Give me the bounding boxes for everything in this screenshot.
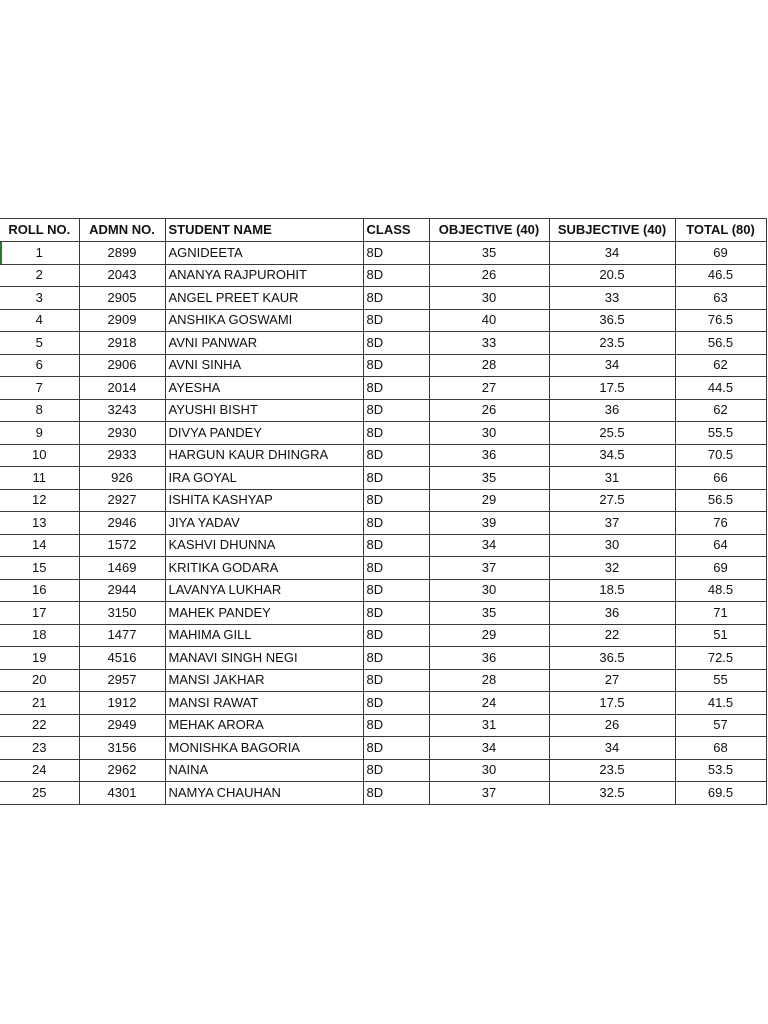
subjective-score-cell[interactable]: 34	[549, 354, 675, 377]
header-student-name: STUDENT NAME	[165, 219, 363, 242]
total-score-cell[interactable]: 44.5	[675, 377, 766, 400]
objective-score-cell[interactable]: 30	[429, 287, 549, 310]
class-cell[interactable]: 8D	[363, 399, 429, 422]
table-row	[0, 782, 766, 805]
roll-no-cell[interactable]: 24	[0, 759, 79, 782]
student-name-cell[interactable]: MANSI JAKHAR	[165, 669, 363, 692]
roll-no-cell[interactable]: 3	[0, 287, 79, 310]
total-score-cell[interactable]: 41.5	[675, 692, 766, 715]
roll-no-cell[interactable]: 10	[0, 444, 79, 467]
subjective-score-cell[interactable]: 32	[549, 557, 675, 580]
student-name-cell[interactable]: DIVYA PANDEY	[165, 422, 363, 445]
subjective-score-cell[interactable]: 36.5	[549, 309, 675, 332]
admn-no-cell[interactable]: 926	[79, 467, 165, 490]
table-row	[0, 714, 766, 737]
student-name-cell[interactable]: KASHVI DHUNNA	[165, 534, 363, 557]
objective-score-cell[interactable]: 35	[429, 242, 549, 265]
student-name-cell[interactable]: MAHEK PANDEY	[165, 602, 363, 625]
student-name-cell[interactable]: AVNI PANWAR	[165, 332, 363, 355]
objective-score-cell[interactable]: 26	[429, 399, 549, 422]
admn-no-cell[interactable]: 1912	[79, 692, 165, 715]
roll-no-cell[interactable]: 13	[0, 512, 79, 535]
student-name-cell[interactable]: LAVANYA LUKHAR	[165, 579, 363, 602]
table-row	[0, 242, 766, 265]
table-row	[0, 332, 766, 355]
header-admn-no: ADMN NO.	[79, 219, 165, 242]
class-cell[interactable]: 8D	[363, 557, 429, 580]
subjective-score-cell[interactable]: 30	[549, 534, 675, 557]
table-row	[0, 512, 766, 535]
class-cell[interactable]: 8D	[363, 354, 429, 377]
student-name-cell[interactable]: JIYA YADAV	[165, 512, 363, 535]
table-row	[0, 422, 766, 445]
table-row	[0, 647, 766, 670]
total-score-cell[interactable]: 69	[675, 242, 766, 265]
class-cell[interactable]: 8D	[363, 579, 429, 602]
roll-no-cell[interactable]: 6	[0, 354, 79, 377]
class-cell[interactable]: 8D	[363, 377, 429, 400]
subjective-score-cell[interactable]: 37	[549, 512, 675, 535]
total-score-cell[interactable]: 62	[675, 399, 766, 422]
total-score-cell[interactable]: 70.5	[675, 444, 766, 467]
admn-no-cell[interactable]: 2906	[79, 354, 165, 377]
subjective-score-cell[interactable]: 36	[549, 602, 675, 625]
total-score-cell[interactable]: 76	[675, 512, 766, 535]
student-name-cell[interactable]: ISHITA KASHYAP	[165, 489, 363, 512]
table-row	[0, 264, 766, 287]
objective-score-cell[interactable]: 29	[429, 624, 549, 647]
table-row	[0, 692, 766, 715]
total-score-cell[interactable]: 72.5	[675, 647, 766, 670]
class-cell[interactable]: 8D	[363, 444, 429, 467]
admn-no-cell[interactable]: 3150	[79, 602, 165, 625]
student-name-cell[interactable]: MANAVI SINGH NEGI	[165, 647, 363, 670]
admn-no-cell[interactable]: 2899	[79, 242, 165, 265]
objective-score-cell[interactable]: 33	[429, 332, 549, 355]
subjective-score-cell[interactable]: 25.5	[549, 422, 675, 445]
total-score-cell[interactable]: 68	[675, 737, 766, 760]
header-row	[0, 219, 766, 242]
objective-score-cell[interactable]: 31	[429, 714, 549, 737]
class-cell[interactable]: 8D	[363, 287, 429, 310]
class-cell[interactable]: 8D	[363, 467, 429, 490]
class-cell[interactable]: 8D	[363, 242, 429, 265]
total-score-cell[interactable]: 46.5	[675, 264, 766, 287]
objective-score-cell[interactable]: 36	[429, 647, 549, 670]
table-row	[0, 309, 766, 332]
roll-no-cell[interactable]: 19	[0, 647, 79, 670]
objective-score-cell[interactable]: 35	[429, 602, 549, 625]
student-name-cell[interactable]: AYUSHI BISHT	[165, 399, 363, 422]
student-name-cell[interactable]: KRITIKA GODARA	[165, 557, 363, 580]
total-score-cell[interactable]: 56.5	[675, 489, 766, 512]
table-row	[0, 287, 766, 310]
class-cell[interactable]: 8D	[363, 309, 429, 332]
table-row	[0, 669, 766, 692]
class-cell[interactable]: 8D	[363, 782, 429, 805]
total-score-cell[interactable]: 71	[675, 602, 766, 625]
class-cell[interactable]: 8D	[363, 422, 429, 445]
admn-no-cell[interactable]: 2930	[79, 422, 165, 445]
student-name-cell[interactable]: NAINA	[165, 759, 363, 782]
total-score-cell[interactable]: 53.5	[675, 759, 766, 782]
class-cell[interactable]: 8D	[363, 602, 429, 625]
admn-no-cell[interactable]: 2949	[79, 714, 165, 737]
roll-no-cell[interactable]: 21	[0, 692, 79, 715]
roll-no-cell[interactable]: 14	[0, 534, 79, 557]
subjective-score-cell[interactable]: 23.5	[549, 332, 675, 355]
table-row	[0, 467, 766, 490]
class-cell[interactable]: 8D	[363, 264, 429, 287]
subjective-score-cell[interactable]: 36.5	[549, 647, 675, 670]
roll-no-cell[interactable]: 8	[0, 399, 79, 422]
subjective-score-cell[interactable]: 22	[549, 624, 675, 647]
table-row	[0, 489, 766, 512]
objective-score-cell[interactable]: 28	[429, 669, 549, 692]
objective-score-cell[interactable]: 36	[429, 444, 549, 467]
student-name-cell[interactable]: AGNIDEETA	[165, 242, 363, 265]
subjective-score-cell[interactable]: 20.5	[549, 264, 675, 287]
admn-no-cell[interactable]: 3243	[79, 399, 165, 422]
table-row	[0, 534, 766, 557]
student-name-cell[interactable]: ANGEL PREET KAUR	[165, 287, 363, 310]
objective-score-cell[interactable]: 29	[429, 489, 549, 512]
objective-score-cell[interactable]: 28	[429, 354, 549, 377]
table-row	[0, 399, 766, 422]
admn-no-cell[interactable]: 1477	[79, 624, 165, 647]
roll-no-cell[interactable]: 11	[0, 467, 79, 490]
student-name-cell[interactable]: IRA GOYAL	[165, 467, 363, 490]
total-score-cell[interactable]: 51	[675, 624, 766, 647]
admn-no-cell[interactable]: 1469	[79, 557, 165, 580]
objective-score-cell[interactable]: 34	[429, 534, 549, 557]
admn-no-cell[interactable]: 2905	[79, 287, 165, 310]
table-row	[0, 557, 766, 580]
total-score-cell[interactable]: 57	[675, 714, 766, 737]
objective-score-cell[interactable]: 24	[429, 692, 549, 715]
objective-score-cell[interactable]: 27	[429, 377, 549, 400]
objective-score-cell[interactable]: 40	[429, 309, 549, 332]
subjective-score-cell[interactable]: 31	[549, 467, 675, 490]
total-score-cell[interactable]: 76.5	[675, 309, 766, 332]
subjective-score-cell[interactable]: 27.5	[549, 489, 675, 512]
total-score-cell[interactable]: 69	[675, 557, 766, 580]
student-name-cell[interactable]: AVNI SINHA	[165, 354, 363, 377]
objective-score-cell[interactable]: 35	[429, 467, 549, 490]
roll-no-cell[interactable]: 15	[0, 557, 79, 580]
roll-no-cell[interactable]: 22	[0, 714, 79, 737]
class-cell[interactable]: 8D	[363, 714, 429, 737]
student-name-cell[interactable]: MONISHKA BAGORIA	[165, 737, 363, 760]
student-name-cell[interactable]: ANSHIKA GOSWAMI	[165, 309, 363, 332]
table-row	[0, 377, 766, 400]
student-name-cell[interactable]: MANSI RAWAT	[165, 692, 363, 715]
total-score-cell[interactable]: 62	[675, 354, 766, 377]
objective-score-cell[interactable]: 30	[429, 579, 549, 602]
subjective-score-cell[interactable]: 27	[549, 669, 675, 692]
admn-no-cell[interactable]: 2946	[79, 512, 165, 535]
header-roll-no: ROLL NO.	[0, 219, 79, 242]
roll-no-cell[interactable]: 17	[0, 602, 79, 625]
total-score-cell[interactable]: 63	[675, 287, 766, 310]
subjective-score-cell[interactable]: 17.5	[549, 377, 675, 400]
table-row	[0, 624, 766, 647]
subjective-score-cell[interactable]: 34	[549, 737, 675, 760]
roll-no-cell[interactable]: 1	[0, 242, 79, 265]
total-score-cell[interactable]: 66	[675, 467, 766, 490]
subjective-score-cell[interactable]: 23.5	[549, 759, 675, 782]
admn-no-cell[interactable]: 2962	[79, 759, 165, 782]
admn-no-cell[interactable]: 2014	[79, 377, 165, 400]
subjective-score-cell[interactable]: 17.5	[549, 692, 675, 715]
roll-no-cell[interactable]: 18	[0, 624, 79, 647]
class-cell[interactable]: 8D	[363, 512, 429, 535]
admn-no-cell[interactable]: 2918	[79, 332, 165, 355]
student-name-cell[interactable]: HARGUN KAUR DHINGRA	[165, 444, 363, 467]
admn-no-cell[interactable]: 4516	[79, 647, 165, 670]
student-name-cell[interactable]: MAHIMA GILL	[165, 624, 363, 647]
objective-score-cell[interactable]: 34	[429, 737, 549, 760]
header-objective: OBJECTIVE (40)	[429, 219, 549, 242]
subjective-score-cell[interactable]: 34	[549, 242, 675, 265]
total-score-cell[interactable]: 55	[675, 669, 766, 692]
roll-no-cell[interactable]: 16	[0, 579, 79, 602]
student-name-cell[interactable]: NAMYA CHAUHAN	[165, 782, 363, 805]
subjective-score-cell[interactable]: 34.5	[549, 444, 675, 467]
table-row	[0, 444, 766, 467]
subjective-score-cell[interactable]: 36	[549, 399, 675, 422]
student-name-cell[interactable]: ANANYA RAJPUROHIT	[165, 264, 363, 287]
table-row	[0, 354, 766, 377]
subjective-score-cell[interactable]: 26	[549, 714, 675, 737]
table-row	[0, 737, 766, 760]
objective-score-cell[interactable]: 37	[429, 557, 549, 580]
total-score-cell[interactable]: 56.5	[675, 332, 766, 355]
table-row	[0, 579, 766, 602]
class-cell[interactable]: 8D	[363, 489, 429, 512]
total-score-cell[interactable]: 64	[675, 534, 766, 557]
roll-no-cell[interactable]: 12	[0, 489, 79, 512]
admn-no-cell[interactable]: 2909	[79, 309, 165, 332]
roll-no-cell[interactable]: 20	[0, 669, 79, 692]
objective-score-cell[interactable]: 37	[429, 782, 549, 805]
total-score-cell[interactable]: 69.5	[675, 782, 766, 805]
class-cell[interactable]: 8D	[363, 624, 429, 647]
header-total: TOTAL (80)	[675, 219, 766, 242]
table-header	[0, 219, 766, 242]
admn-no-cell[interactable]: 2043	[79, 264, 165, 287]
objective-score-cell[interactable]: 30	[429, 422, 549, 445]
roll-no-cell[interactable]: 5	[0, 332, 79, 355]
admn-no-cell[interactable]: 2944	[79, 579, 165, 602]
subjective-score-cell[interactable]: 33	[549, 287, 675, 310]
total-score-cell[interactable]: 55.5	[675, 422, 766, 445]
table-row	[0, 602, 766, 625]
admn-no-cell[interactable]: 2927	[79, 489, 165, 512]
admn-no-cell[interactable]: 2957	[79, 669, 165, 692]
roll-no-cell[interactable]: 4	[0, 309, 79, 332]
subjective-score-cell[interactable]: 18.5	[549, 579, 675, 602]
class-cell[interactable]: 8D	[363, 759, 429, 782]
class-cell[interactable]: 8D	[363, 647, 429, 670]
objective-score-cell[interactable]: 30	[429, 759, 549, 782]
student-name-cell[interactable]: MEHAK ARORA	[165, 714, 363, 737]
admn-no-cell[interactable]: 2933	[79, 444, 165, 467]
table-row	[0, 759, 766, 782]
roll-no-cell[interactable]: 7	[0, 377, 79, 400]
header-class: CLASS	[363, 219, 429, 242]
roll-no-cell[interactable]: 2	[0, 264, 79, 287]
admn-no-cell[interactable]: 4301	[79, 782, 165, 805]
class-cell[interactable]: 8D	[363, 332, 429, 355]
subjective-score-cell[interactable]: 32.5	[549, 782, 675, 805]
roll-no-cell[interactable]: 23	[0, 737, 79, 760]
roll-no-cell[interactable]: 25	[0, 782, 79, 805]
table-body	[0, 242, 766, 805]
admn-no-cell[interactable]: 3156	[79, 737, 165, 760]
class-cell[interactable]: 8D	[363, 737, 429, 760]
class-cell[interactable]: 8D	[363, 692, 429, 715]
class-cell[interactable]: 8D	[363, 534, 429, 557]
total-score-cell[interactable]: 48.5	[675, 579, 766, 602]
roll-no-cell[interactable]: 9	[0, 422, 79, 445]
admn-no-cell[interactable]: 1572	[79, 534, 165, 557]
student-name-cell[interactable]: AYESHA	[165, 377, 363, 400]
marks-table	[0, 218, 767, 805]
objective-score-cell[interactable]: 39	[429, 512, 549, 535]
header-subjective: SUBJECTIVE (40)	[549, 219, 675, 242]
objective-score-cell[interactable]: 26	[429, 264, 549, 287]
class-cell[interactable]: 8D	[363, 669, 429, 692]
